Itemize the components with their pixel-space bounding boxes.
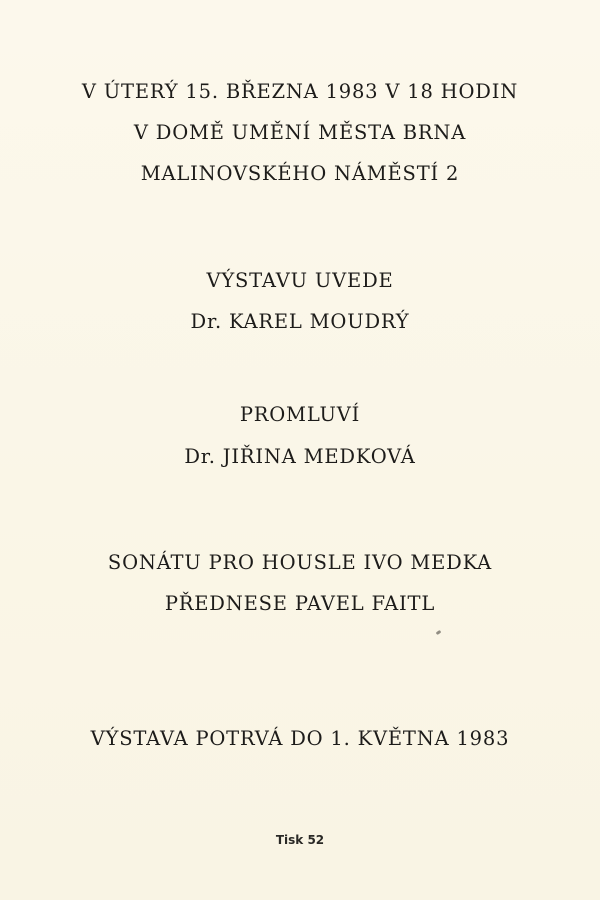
- music-program-line: SONÁTU PRO HOUSLE IVO MEDKA: [107, 551, 493, 574]
- print-mark: Tisk 52: [275, 833, 325, 847]
- event-venue-line: V DOMĚ UMĚNÍ MĚSTA BRNA: [133, 121, 467, 144]
- exhibition-duration-line: VÝSTAVA POTRVÁ DO 1. KVĚTNA 1983: [90, 727, 510, 750]
- event-address-line: MALINOVSKÉHO NÁMĚSTÍ 2: [140, 162, 460, 185]
- speech-heading: PROMLUVÍ: [239, 403, 361, 426]
- opening-heading: VÝSTAVU UVEDE: [206, 269, 394, 292]
- paper-speck: [436, 630, 442, 635]
- event-date-line: V ÚTERÝ 15. BŘEZNA 1983 V 18 HODIN: [81, 80, 519, 103]
- music-performer-line: PŘEDNESE PAVEL FAITL: [164, 592, 436, 615]
- opening-speaker-name: Dr. KAREL MOUDRÝ: [190, 310, 410, 333]
- speech-speaker-name: Dr. JIŘINA MEDKOVÁ: [184, 445, 416, 468]
